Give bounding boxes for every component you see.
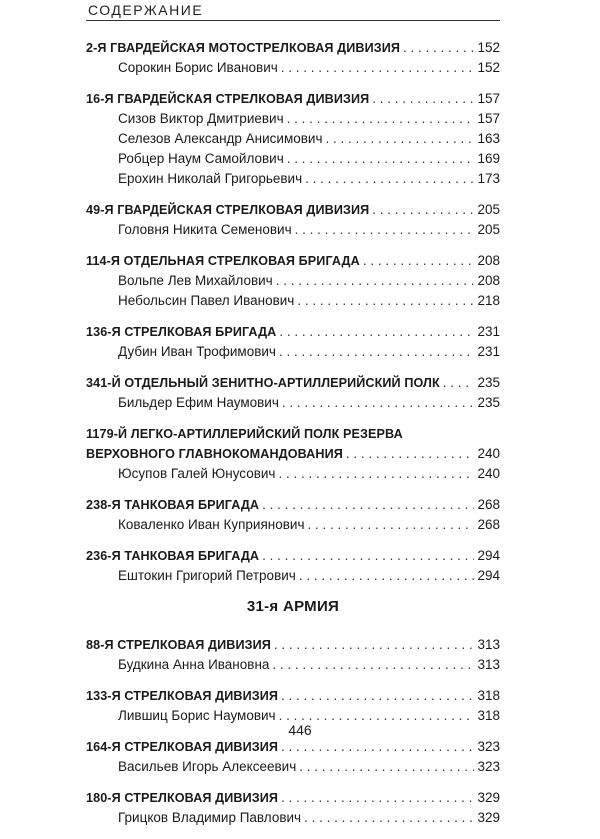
header-rule <box>86 20 500 21</box>
page-number: 268 <box>477 517 500 532</box>
person-name: Небольсин Павел Иванович <box>118 293 295 308</box>
toc-group <box>86 251 500 311</box>
leader-dots <box>299 566 475 586</box>
page-number: 163 <box>477 131 500 146</box>
toc-person-entry[interactable] <box>86 129 500 149</box>
toc-person-entry[interactable] <box>86 220 500 240</box>
leader-dots <box>281 788 474 808</box>
page-number: 152 <box>477 60 500 75</box>
page-number: 268 <box>477 497 500 512</box>
leader-dots <box>278 464 474 484</box>
toc-group <box>86 200 500 240</box>
unit-title-line: 1179-Й ЛЕГКО-АРТИЛЛЕРИЙСКИЙ ПОЛК РЕЗЕРВА <box>86 427 403 441</box>
person-name: Робцер Наум Самойлович <box>118 151 284 166</box>
page-folio: 446 <box>288 722 312 738</box>
leader-dots <box>281 737 474 757</box>
unit-title: ВЕРХОВНОГО ГЛАВНОКОМАНДОВАНИЯ <box>86 447 343 461</box>
leader-dots <box>295 220 475 240</box>
toc-person-entry[interactable] <box>86 109 500 129</box>
unit-title: 180-Я СТРЕЛКОВАЯ ДИВИЗИЯ <box>86 791 279 805</box>
toc-group <box>86 373 500 413</box>
table-of-contents <box>86 38 500 839</box>
leader-dots <box>346 444 475 464</box>
page-number: 329 <box>477 790 500 805</box>
unit-title: 341-Й ОТДЕЛЬНЫЙ ЗЕНИТНО-АРТИЛЛЕРИЙСКИЙ ПОЛК <box>86 376 440 390</box>
person-name: Юсупов Галей Юнусович <box>118 466 276 481</box>
unit-title: 114-Я ОТДЕЛЬНАЯ СТРЕЛКОВАЯ БРИГАДА <box>86 254 360 268</box>
toc-person-entry[interactable] <box>86 393 500 413</box>
person-name: Дубин Иван Трофимович <box>118 344 276 359</box>
page-number: 208 <box>477 253 500 268</box>
toc-unit-entry[interactable] <box>86 444 500 464</box>
toc-person-entry[interactable] <box>86 808 500 828</box>
page-number: 329 <box>477 810 500 825</box>
unit-title: 88-Я СТРЕЛКОВАЯ ДИВИЗИЯ <box>86 638 271 652</box>
page-number: 231 <box>477 324 500 339</box>
toc-group <box>86 424 500 484</box>
toc-unit-entry[interactable] <box>86 788 500 808</box>
section-heading: 31-я АРМИЯ <box>246 598 340 615</box>
leader-dots <box>282 393 475 413</box>
page-number: 318 <box>477 688 500 703</box>
person-name: Сизов Виктор Дмитриевич <box>118 111 284 126</box>
page-number: 235 <box>477 395 500 410</box>
person-name: Лившиц Борис Наумович <box>118 708 276 723</box>
toc-person-entry[interactable] <box>86 566 500 586</box>
page-number: 152 <box>477 40 500 55</box>
leader-dots <box>403 38 474 58</box>
toc-group <box>86 495 500 535</box>
toc-group <box>86 686 500 726</box>
leader-dots <box>281 58 475 78</box>
leader-dots <box>262 546 474 566</box>
page-number: 294 <box>477 568 500 583</box>
leader-dots <box>287 109 475 129</box>
person-name: Бильдер Ефим Наумович <box>118 395 279 410</box>
page-number: 240 <box>477 466 500 481</box>
page-number: 323 <box>477 759 500 774</box>
toc-person-entry[interactable] <box>86 58 500 78</box>
page-number: 240 <box>477 446 500 461</box>
toc-unit-entry[interactable] <box>86 546 500 566</box>
person-name: Селезов Александр Анисимович <box>118 131 323 146</box>
unit-title: 238-Я ТАНКОВАЯ БРИГАДА <box>86 498 260 512</box>
page-number: 157 <box>477 111 500 126</box>
running-head: СОДЕРЖАНИЕ <box>88 2 204 18</box>
toc-group <box>86 635 500 675</box>
leader-dots <box>326 129 475 149</box>
leader-dots <box>297 291 474 311</box>
page-number: 157 <box>477 91 500 106</box>
leader-dots <box>363 251 475 271</box>
page-number: 231 <box>477 344 500 359</box>
leader-dots <box>308 515 475 535</box>
leader-dots <box>272 655 474 675</box>
toc-group <box>86 322 500 362</box>
leader-dots <box>279 342 475 362</box>
leader-dots <box>279 322 474 342</box>
person-name: Ерохин Николай Григорьевич <box>118 171 303 186</box>
unit-title: 49-Я ГВАРДЕЙСКАЯ СТРЕЛКОВАЯ ДИВИЗИЯ <box>86 203 370 217</box>
unit-title: 136-Я СТРЕЛКОВАЯ БРИГАДА <box>86 325 277 339</box>
toc-unit-entry[interactable] <box>86 635 500 655</box>
toc-person-entry[interactable] <box>86 515 500 535</box>
toc-group <box>86 737 500 777</box>
leader-dots <box>276 271 475 291</box>
toc-group <box>86 546 500 586</box>
person-name: Ештокин Григорий Петрович <box>118 568 296 583</box>
page-number: 235 <box>477 375 500 390</box>
toc-person-entry[interactable] <box>86 291 500 311</box>
leader-dots <box>299 757 474 777</box>
person-name: Головня Никита Семенович <box>118 222 292 237</box>
page-number: 313 <box>477 657 500 672</box>
toc-group <box>86 788 500 828</box>
toc-unit-entry[interactable] <box>86 686 500 706</box>
toc-unit-entry[interactable] <box>86 373 500 393</box>
person-name: Грицков Владимир Павлович <box>118 810 302 825</box>
page-number: 294 <box>477 548 500 563</box>
page-number: 318 <box>477 708 500 723</box>
leader-dots <box>287 149 475 169</box>
leader-dots <box>372 200 474 220</box>
person-name: Коваленко Иван Куприянович <box>118 517 305 532</box>
unit-title: 236-Я ТАНКОВАЯ БРИГАДА <box>86 549 260 563</box>
page-number: 208 <box>477 273 500 288</box>
page-number: 205 <box>477 202 500 217</box>
toc-person-entry[interactable] <box>86 271 500 291</box>
toc-unit-entry[interactable] <box>86 251 500 271</box>
page-number: 169 <box>477 151 500 166</box>
unit-title: 164-Я СТРЕЛКОВАЯ ДИВИЗИЯ <box>86 740 279 754</box>
toc-person-entry[interactable] <box>86 169 500 189</box>
toc-group <box>86 89 500 189</box>
toc-unit-entry[interactable] <box>86 89 500 109</box>
leader-dots <box>262 495 474 515</box>
person-name: Вольпе Лев Михайлович <box>118 273 273 288</box>
leader-dots <box>372 89 474 109</box>
leader-dots <box>443 373 475 393</box>
person-name: Сорокин Борис Иванович <box>118 60 278 75</box>
page-number: 173 <box>477 171 500 186</box>
toc-group <box>86 38 500 78</box>
leader-dots <box>281 686 474 706</box>
toc-unit-entry[interactable] <box>86 322 500 342</box>
unit-title: 16-Я ГВАРДЕЙСКАЯ СТРЕЛКОВАЯ ДИВИЗИЯ <box>86 92 370 106</box>
page-number: 323 <box>477 739 500 754</box>
leader-dots <box>305 169 474 189</box>
leader-dots <box>304 808 474 828</box>
toc-person-entry[interactable] <box>86 757 500 777</box>
toc-unit-entry[interactable] <box>86 495 500 515</box>
person-name: Васильев Игорь Алексеевич <box>118 759 297 774</box>
toc-person-entry[interactable] <box>86 655 500 675</box>
person-name: Будкина Анна Ивановна <box>118 657 270 672</box>
page-number: 218 <box>477 293 500 308</box>
unit-title: 133-Я СТРЕЛКОВАЯ ДИВИЗИЯ <box>86 689 279 703</box>
toc-unit-entry[interactable] <box>86 38 500 58</box>
toc-person-entry[interactable] <box>86 464 500 484</box>
unit-title: 2-Я ГВАРДЕЙСКАЯ МОТОСТРЕЛКОВАЯ ДИВИЗИЯ <box>86 41 401 55</box>
toc-person-entry[interactable] <box>86 149 500 169</box>
toc-unit-entry[interactable] <box>86 737 500 757</box>
leader-dots <box>274 635 475 655</box>
toc-unit-entry[interactable] <box>86 200 500 220</box>
page-number: 205 <box>477 222 500 237</box>
toc-person-entry[interactable] <box>86 342 500 362</box>
page-number: 313 <box>477 637 500 652</box>
